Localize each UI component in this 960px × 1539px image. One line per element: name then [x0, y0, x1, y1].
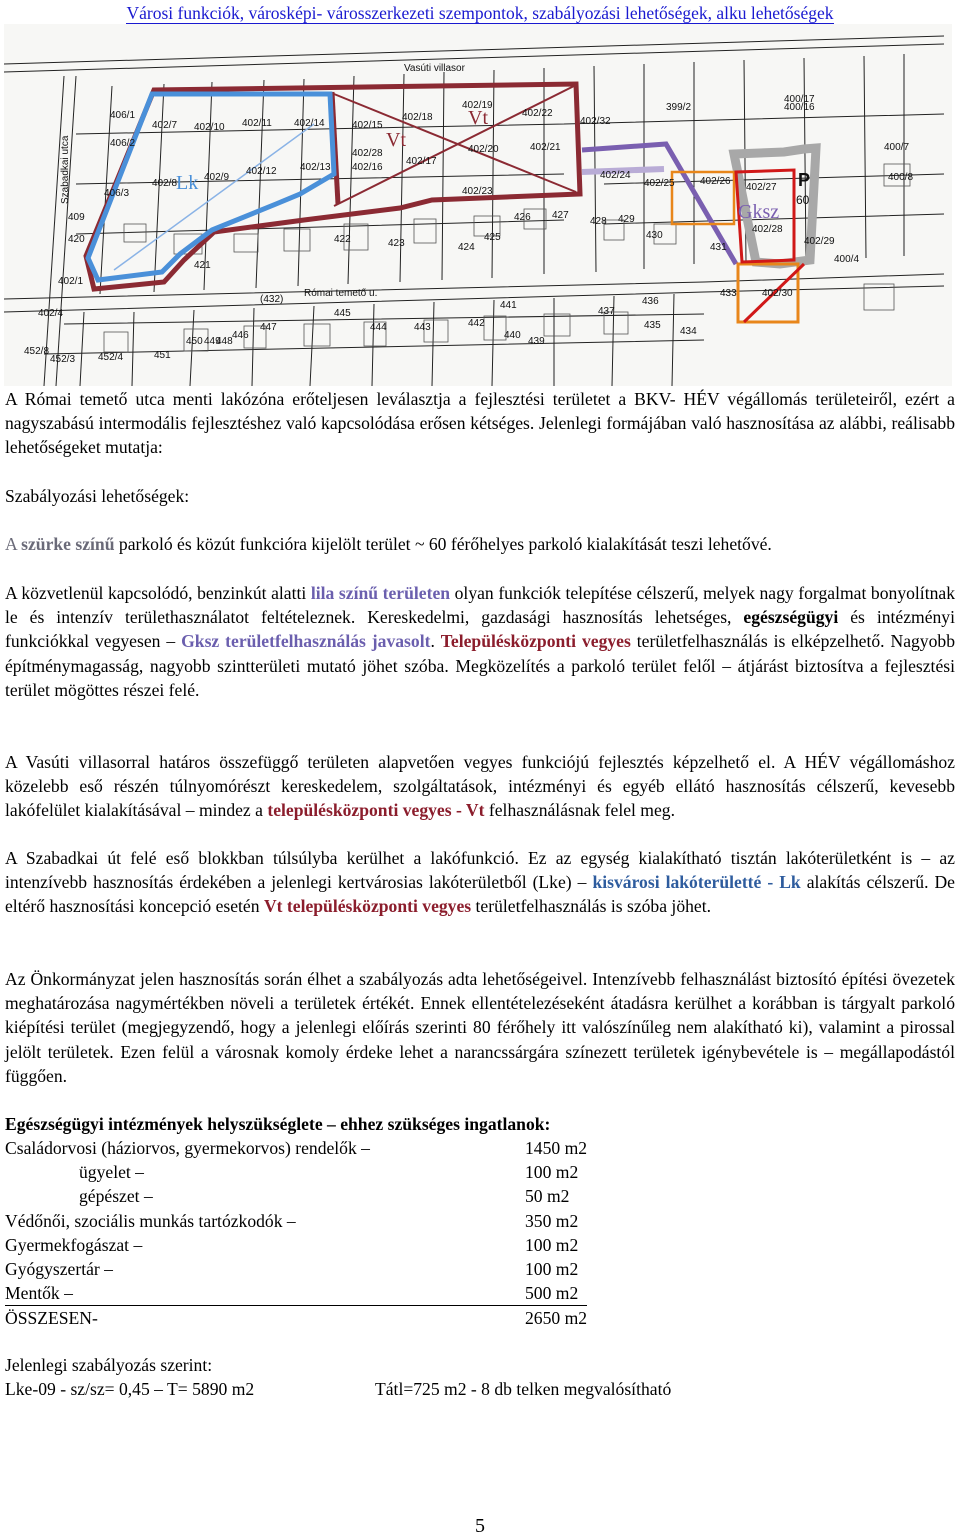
row-value: 50 m2 — [525, 1186, 570, 1207]
p3-telep: Településközponti vegyes — [440, 631, 631, 652]
parcel-label: 400/17 — [784, 94, 815, 105]
p5-a: A Szabadkai út felé eső blokkban túlsúlyba kerülhet a lakófunkció. Ez az egység kialakítható tisztán lakóterületként is – az intenzívebb hasznosítás érdekében a jelenlegi kertvárosias lakóterületből (Lke) – — [5, 848, 955, 893]
parcel-label: 428 — [590, 216, 607, 227]
parcel-label: 402/1 — [58, 276, 84, 287]
p4-vt: településközponti vegyes - Vt — [267, 800, 485, 821]
parcel-label: 402/17 — [406, 156, 437, 167]
parcel-label: 402/19 — [462, 100, 493, 111]
intro-paragraph: A Római temető utca menti lakózóna erőteljesen leválasztja a fejlesztési területet a BKV- HÉV végállomás területeiről, ezért a nagyszabású intermodális fejlesztéshez való kapcsolódása erősen kétséges. Jelenlegi formájában való hasznosítása az alábbi, reálisabb lehetőségeket mutatja: — [5, 389, 955, 458]
current-right: Tátl=725 m2 - 8 db telken megvalósítható — [375, 1379, 672, 1399]
row-value: 500 m2 — [525, 1281, 587, 1306]
p5-c: területfelhasználás is szóba jöhet. — [471, 896, 712, 917]
parcel-label: 402/16 — [352, 162, 383, 173]
parcel-label: 402/12 — [246, 166, 277, 177]
p2-grey: szürke színű — [21, 534, 115, 554]
parcel-label: 409 — [68, 212, 85, 223]
grey-area-paragraph — [5, 532, 955, 556]
parcel-label: 446 — [232, 330, 249, 341]
onkormanyzat-paragraph: Az Önkormányzat jelen hasznosítás során élhet a szabályozás adta lehetőségeivel. Intenzívebb felhasználást biztosító építési övezetek meghatározása nagymértékben növeli a területek értékét. Ennek ellentételezéseként átadásra kerülhet a korábban is tárgyalt parkoló kiépítési terület (megjegyzendő, hogy a jelenlegi előírás szerinti 80 férőhely itt valószínűleg nem alakítható ki), valamint a pirossal jelölt területek. Ezen felül a városnak komoly érdeke lehet a narancssárgára színezett területek igénybevétele is – megállapodástól függően. — [5, 969, 955, 1086]
row-value: 100 m2 — [525, 1259, 579, 1280]
p3-gksz: Gksz területfelhasználás javasolt — [181, 631, 431, 652]
table-row — [5, 1257, 587, 1281]
parcel-label: 437 — [598, 306, 615, 317]
parcel-label: 452/3 — [50, 354, 76, 365]
parcel-label: 443 — [414, 322, 431, 333]
row-label: Családorvosi (háziorvos, gyermekorvos) rendelők – — [5, 1138, 370, 1158]
p3-b: olyan funkciók telepítése célszerű, melyek nagy forgalmat bonyolítnak le és intenzív területhasználatot feltételeznek. Kereskedelmi, gazdasági hasznosítás lehetséges, — [5, 583, 955, 628]
parcel-label: 402/24 — [600, 170, 631, 181]
street-romai: Római temető u. — [304, 288, 378, 299]
parcel-label: 402/15 — [352, 120, 383, 131]
parcel-label: 406/3 — [104, 188, 130, 199]
parcel-label: 402/4 — [38, 308, 64, 319]
parcel-label: 402/28 — [352, 148, 383, 159]
zone-label-vt: Vt — [386, 129, 406, 151]
parcel-label: 422 — [334, 234, 351, 245]
parcel-label: 402/14 — [294, 118, 325, 129]
parcel-label: 439 — [528, 336, 545, 347]
row-value: 100 m2 — [525, 1162, 579, 1183]
p4-b: felhasználásnak felel meg. — [484, 800, 675, 821]
p4-a: A Vasúti villasorral határos összefüggő területen alapvetően vegyes funkciójú fejlesztés képzelhető el. A HÉV végállomáshoz közelebb eső részén túlnyomórészt kereskedelem, szolgáltatások, intézményi és egyéb ellátó hasznosítás célszerű, kevesebb lakófelület kialakításával – mindez a — [5, 752, 955, 821]
parcel-label: 440 — [504, 330, 521, 341]
p5-b: alakítás célszerű. De eltérő hasznosítási koncepció esetén — [5, 872, 955, 917]
szabadkai-paragraph — [5, 846, 955, 919]
p3-egeszseg: egészségügyi — [743, 607, 839, 628]
szabalyozasi-title — [5, 484, 955, 508]
parcel-label: 433 — [720, 288, 737, 299]
parcel-label: 402/32 — [580, 116, 611, 127]
row-value: 100 m2 — [525, 1234, 579, 1255]
parcel-label: 421 — [194, 260, 211, 271]
parcel-label: 402/21 — [530, 142, 561, 153]
row-label: Gyermekfogászat – — [5, 1234, 143, 1255]
parcel-label: 402/28 — [752, 224, 783, 235]
parcel-label: 406/2 — [110, 138, 136, 149]
health-title: Egészségügyi intézmények helyszükséglete – ehhez szükséges ingatlanok: — [5, 1114, 551, 1134]
parcel-label: 436 — [642, 296, 659, 307]
p2-a: A — [5, 534, 22, 554]
szabalyozasi-title-text: Szabályozási lehetőségek: — [5, 486, 190, 506]
parcel-label: 430 — [646, 230, 663, 241]
parcel-label: 434 — [680, 326, 697, 337]
row-value: 2650 m2 — [525, 1308, 588, 1329]
parcel-label: 402/11 — [242, 118, 272, 129]
parcel-label: 427 — [552, 210, 569, 221]
parcel-label: 402/7 — [152, 120, 178, 131]
street-432: (432) — [260, 294, 284, 305]
table-row — [5, 1209, 587, 1233]
table-row — [5, 1281, 587, 1306]
parcel-label: 400/16 — [784, 102, 815, 113]
row-value: 350 m2 — [525, 1210, 579, 1231]
p2-rest: parkoló és közút funkcióra kijelölt terület ~ 60 férőhelyes parkoló kialakítását teszi lehetővé. — [114, 534, 772, 554]
page-number: 5 — [475, 1515, 485, 1537]
parcel-label: 402/30 — [762, 288, 793, 299]
parcel-label: 399/2 — [666, 102, 692, 113]
parcel-label: 402/8 — [152, 178, 178, 189]
parcel-label: 402/26 — [700, 176, 731, 187]
parcel-label: 402/20 — [468, 144, 499, 155]
parcel-label: 426 — [514, 212, 531, 223]
p3-c: és intézményi funkciókkal vegyesen – — [5, 607, 955, 652]
street-szabadkai: Szabadkai utca — [60, 135, 71, 204]
parcel-label: 444 — [370, 322, 387, 333]
p3-e: területfelhasználás is elképzelhető. Nagyobb építménymagasság, nagyobb szintterületi mutató jöhet szóba. Megközelítés a parkoló terület felől – átjárást biztosítva a fejlesztési terület mögöttes részei felé. — [5, 631, 955, 700]
parcel-label: 445 — [334, 308, 351, 319]
p5-vt: Vt településközponti vegyes — [263, 896, 472, 917]
health-table — [5, 1136, 587, 1331]
lila-area-paragraph — [5, 581, 955, 702]
parcel-label: 400/8 — [888, 172, 914, 183]
row-label: Mentők – — [5, 1281, 525, 1306]
table-row — [5, 1306, 587, 1331]
row-label: Védőnői, szociális munkás tartózkodók – — [5, 1210, 296, 1231]
current-title: Jelenlegi szabályozás szerint: — [5, 1355, 213, 1375]
table-row — [5, 1136, 587, 1160]
zone-label-gksz: Gksz — [738, 201, 780, 223]
row-label: ÖSSZESEN- — [5, 1308, 98, 1329]
parcel-label: 423 — [388, 238, 405, 249]
parcel-label: 451 — [154, 350, 171, 361]
p3-lila: lila színű területen — [310, 583, 451, 603]
parcel-label: 448 — [216, 336, 233, 347]
current-left: Lke-09 - sz/sz= 0,45 – T= 5890 m2 — [5, 1379, 255, 1399]
parcel-label: 402/10 — [194, 122, 225, 133]
p3-a: A közvetlenül kapcsolódó, benzinkút alatti — [5, 583, 311, 603]
zoning-map — [4, 24, 952, 386]
parcel-label: 447 — [260, 322, 277, 333]
p3-d: . — [430, 631, 441, 652]
parcel-label: 452/4 — [98, 352, 124, 363]
table-row — [5, 1184, 587, 1208]
parcel-label: 402/25 — [644, 178, 675, 189]
row-label: gépészet – — [79, 1186, 153, 1207]
parcel-label: 402/22 — [522, 108, 553, 119]
parcel-label: 424 — [458, 242, 475, 253]
parcel-label: 400/7 — [884, 142, 910, 153]
parcel-label: 406/1 — [110, 110, 136, 121]
parking-label: P — [798, 170, 811, 190]
parcel-label: 420 — [68, 234, 85, 245]
page-header — [0, 1, 960, 25]
row-value: 1450 m2 — [525, 1138, 588, 1158]
parking-count: 60 — [796, 193, 810, 207]
parcel-label: 402/23 — [462, 186, 493, 197]
row-label: Gyógyszertár – — [5, 1259, 113, 1280]
parcel-label: 402/27 — [746, 182, 777, 193]
parcel-label: 402/13 — [300, 162, 331, 173]
zone-label-lk: Lk — [176, 172, 199, 194]
parcel-label: 431 — [710, 242, 727, 253]
header-title: Városi funkciók, városképi- városszerkezeti szempontok, szabályozási lehetőségek, alku lehetőségek — [126, 3, 834, 23]
street-vasuti: Vasúti villasor — [404, 63, 465, 74]
row-label: ügyelet – — [79, 1162, 144, 1183]
parcel-label: 441 — [500, 300, 517, 311]
parcel-label: 402/18 — [402, 112, 433, 123]
parcel-label: 442 — [468, 318, 485, 329]
parcel-label: 435 — [644, 320, 661, 331]
table-row — [5, 1233, 587, 1257]
parcel-label: 429 — [618, 214, 635, 225]
parcel-label: 450 — [186, 336, 203, 347]
table-row — [5, 1160, 587, 1184]
parcel-label: 402/9 — [204, 172, 230, 183]
vasuti-paragraph — [5, 750, 955, 823]
parcel-label: 425 — [484, 232, 501, 243]
parcel-label: 402/29 — [804, 236, 835, 247]
p5-lk: kisvárosi lakóterületté - Lk — [592, 872, 801, 893]
parcel-label: 400/4 — [834, 254, 860, 265]
zone-label-vt: Vt — [468, 107, 488, 129]
parcel-label: 452/8 — [24, 346, 50, 357]
parcel-label: 449 — [204, 336, 221, 347]
